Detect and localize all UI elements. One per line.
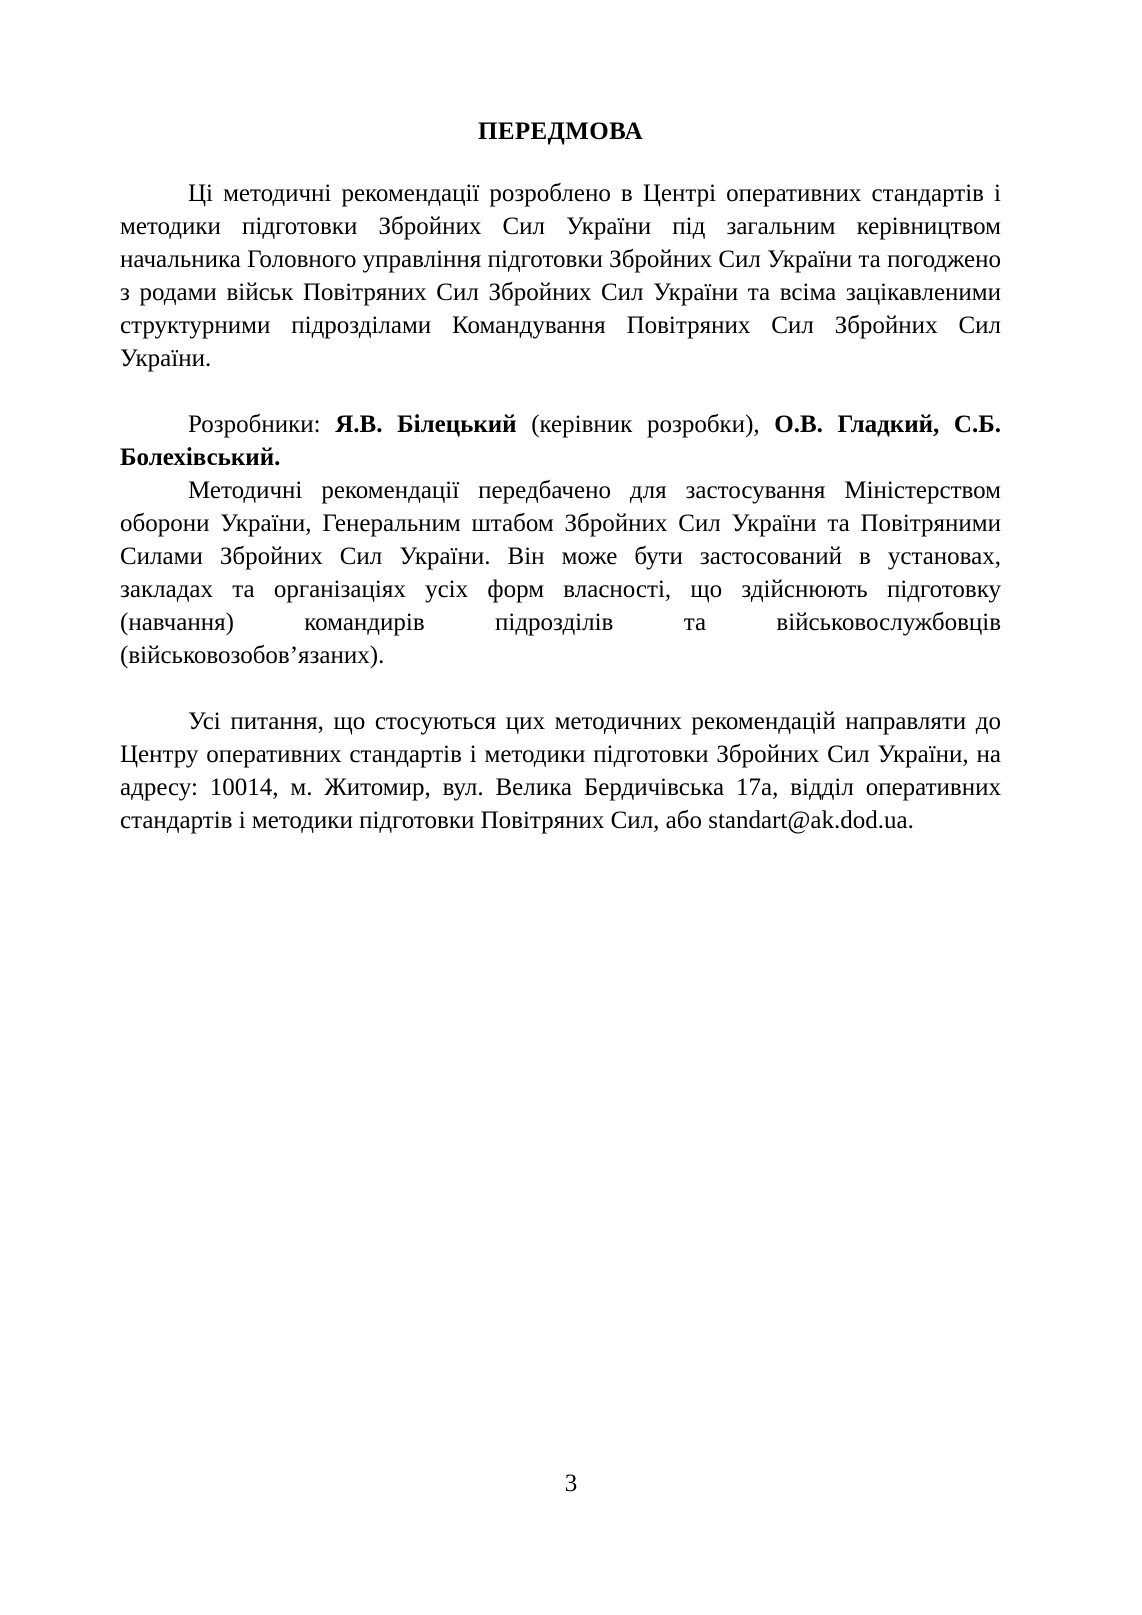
paragraph-application: Методичні рекомендації передбачено для застосування Міністерством оборони України, Генеральним штабом Збройних Сил України та Повітряними Силами Збройних Сил України. Він може бути застосований в установах, закладах та організаціях усіх форм власності, що здійснюють підготовку (навчання) командирів підрозділів та військовослужбовців (військовозобов’язаних). xyxy=(120,476,1001,669)
contact-text: Усі питання, що стосуються цих методичних рекомендацій направляти до Центру оперативних стандартів і методики підготовки Збройних Сил України, на адресу: 10014, м. Житомир, вул. Велика Бердичівська 17а, відділ оперативних стандартів і методики підготовки Повітряних Сил, або xyxy=(120,707,1001,834)
paragraph-scope: Ці методичні рекомендації розроблено в Центрі оперативних стандартів і методики підготовки Збройних Сил України під загальним керівництвом начальника Головного управління підготовки Збройних Сил України та погоджено з родами військ Повітряних Сил Збройних Сил України та всіма зацікавленими структурними підрозділами Командування Повітряних Сил Збройних Сил України. xyxy=(120,179,1001,372)
document-content xyxy=(120,118,1001,837)
developer-names-other: О.В. Гладкий, С.Б. Болехівський. xyxy=(120,410,1001,471)
developers-label: Розробники: xyxy=(188,410,321,438)
page-number: 3 xyxy=(564,1470,578,1497)
paragraph-contact xyxy=(120,705,1001,837)
developer-name-lead: Я.В. Білецький xyxy=(335,410,517,438)
page-title: ПЕРЕДМОВА xyxy=(477,118,644,145)
paragraph-developers xyxy=(120,408,1001,474)
developer-role: (керівник розробки), xyxy=(531,410,760,438)
contact-email: standart@ak.dod.ua. xyxy=(708,806,914,834)
